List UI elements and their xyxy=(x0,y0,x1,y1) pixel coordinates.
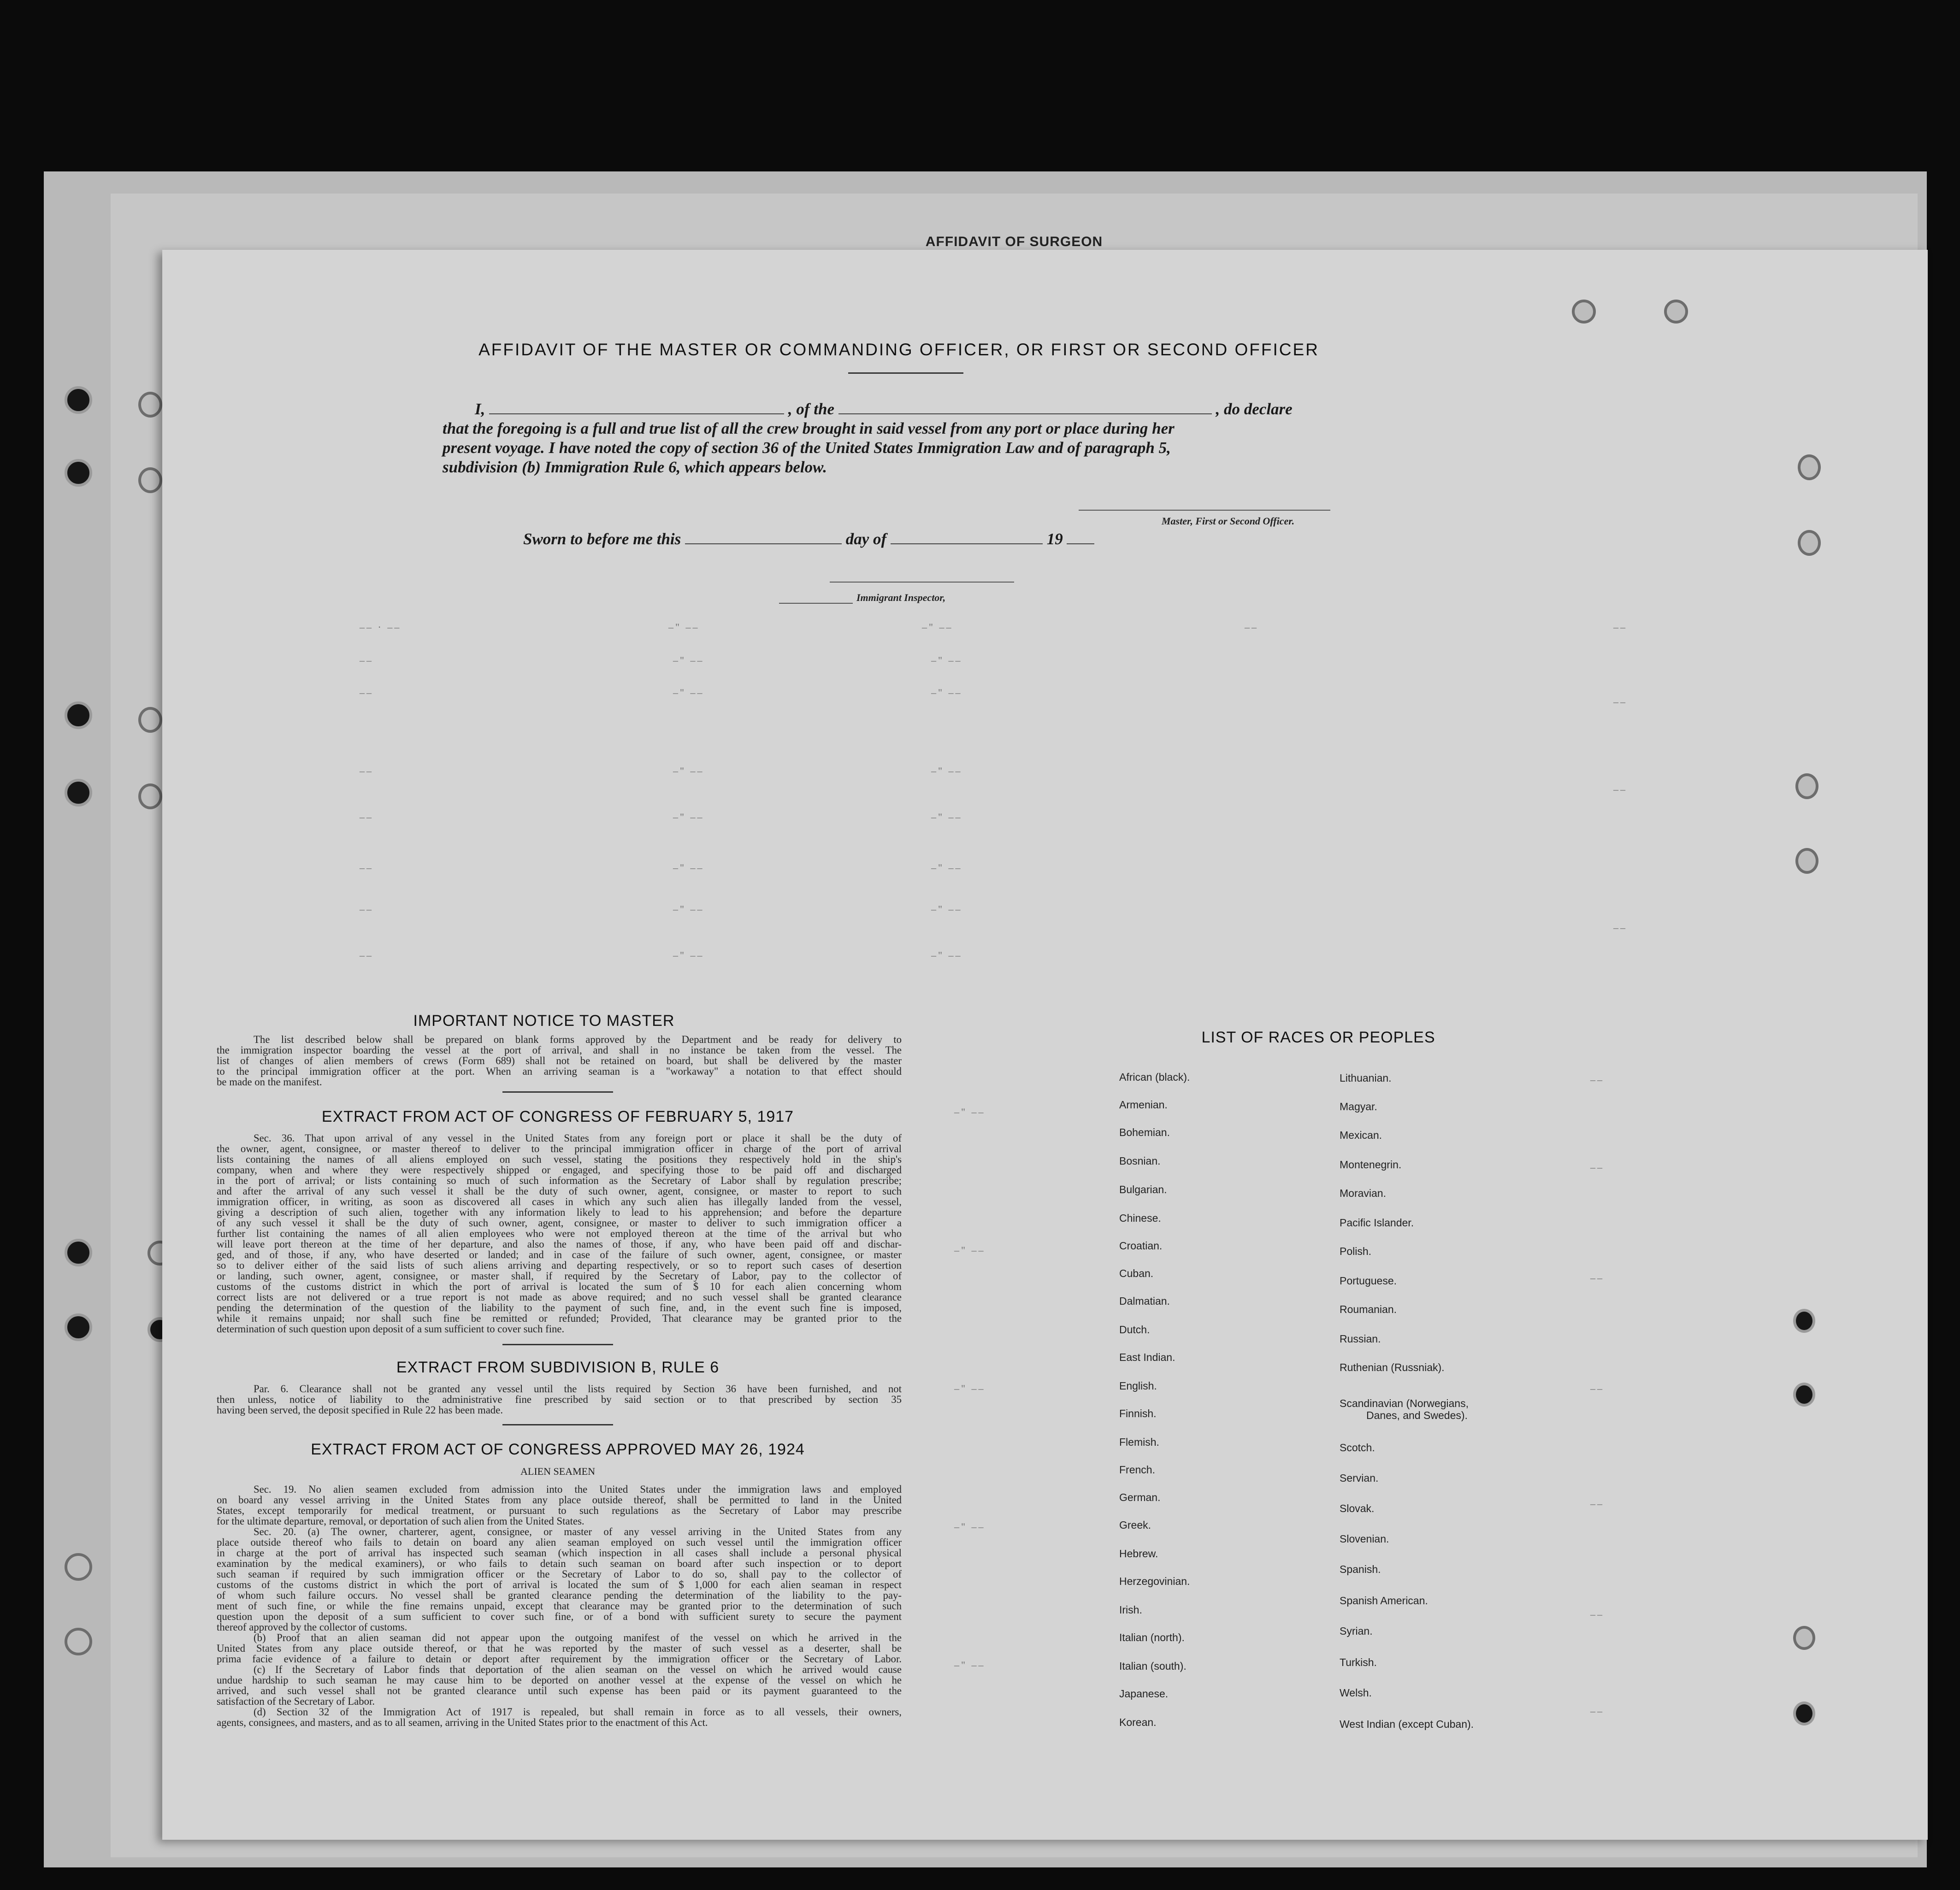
race-item: Japanese. xyxy=(1119,1688,1169,1700)
act-1924-line: ment of such fine, or while the fine remains unpaid, except that clearance may be granted prior to the determination of such xyxy=(217,1600,902,1612)
act-1924-line: prima facie evidence of a failure to detain or deport after requirement by the immigration officer or the Secretary of Labor. xyxy=(217,1653,902,1665)
race-item: Spanish American. xyxy=(1340,1595,1428,1607)
race-item: Russian. xyxy=(1340,1333,1381,1345)
race-item: Bosnian. xyxy=(1119,1155,1161,1167)
act-1924-line: (d) Section 32 of the Immigration Act of 1917 is repealed, but shall remain in force as to all vessels, their owners, xyxy=(254,1706,902,1718)
act-1924-line: such seaman if required by such immigration officer or the Secretary of Labor to do so, shall pay to the collector of xyxy=(217,1568,902,1580)
notice-line: the immigration inspector boarding the vessel at the port of arrival, and shall in no instance be taken from the vessel. The xyxy=(217,1044,902,1056)
act-1924-line: of whom such failure occurs. No vessel shall be granted clearance pending the determination of the liability to the pay- xyxy=(217,1590,902,1601)
notice-divider xyxy=(502,1091,613,1093)
race-item: English. xyxy=(1119,1380,1157,1392)
act-1924-line: place outside thereof who fails to detain on board any alien seaman employed on such vessel until the immigration officer xyxy=(217,1537,902,1548)
act-1924-line: (c) If the Secretary of Labor finds that deportation of the alien seaman on the vessel on which he arrived would cause xyxy=(254,1664,902,1675)
act-1917-line: and after the arrival of any such vessel it shall be the duty of such owner, agent, consignee, or master to report to such xyxy=(217,1185,902,1197)
rule-6-line: then unless, notice of liability to the administrative fine prescribed by said section or to that prescribed by section 35 xyxy=(217,1394,902,1405)
act-1917-line: customs of the customs district in which the port of arrival is located the sum of $ 10 for each alien concerning whom xyxy=(217,1281,902,1292)
faint-column-marks: –– · –– –" –– –" –– –– –– –" –– –" –– –– –" –– –" –– –– –" –– –" –– –– –" –– –" –– –– –" –– –" –– –– –" –– –" –– –– –" –– –" –– –– –– –– –– –– –– –– –– –– –– –– –" –– –" –– –" –– –" –– –" –– xyxy=(360,621,1627,1717)
race-item: Slovak. xyxy=(1340,1502,1375,1514)
race-item: Portuguese. xyxy=(1340,1275,1397,1287)
notice-paragraph xyxy=(217,1034,902,1087)
race-item: Italian (south). xyxy=(1119,1660,1187,1672)
act-1917-line: determination of such question upon deposit of a sum sufficient to cover such fine. xyxy=(217,1323,565,1335)
race-item: Herzegovinian. xyxy=(1119,1575,1190,1587)
race-item: Magyar. xyxy=(1340,1101,1377,1113)
race-item: German. xyxy=(1119,1491,1161,1503)
race-item: Scotch. xyxy=(1340,1442,1375,1454)
act-1917-line: company, when and where they were respectively shipped or engaged, and specifying those to be paid off and discharged xyxy=(217,1164,902,1176)
race-item: Hebrew. xyxy=(1119,1548,1158,1560)
sworn-year: 19 xyxy=(1046,530,1063,548)
act-1924-subtitle: ALIEN SEAMEN xyxy=(520,1466,595,1477)
act-1917-line: the owner, agent, consignee, or master thereof to deliver to the principal immigration officer in charge of the port of arrival xyxy=(217,1143,902,1154)
rule-6-divider xyxy=(502,1424,613,1425)
act-1917-line: giving a description of such alien, together with any information likely to lead to his apprehension; and before the departure xyxy=(217,1207,902,1218)
race-item: Flemish. xyxy=(1119,1436,1159,1448)
act-1924-line: in charge at the port of arrival has inspected such seaman (which inspection in all cases shall include a personal physical xyxy=(217,1547,902,1559)
act-1917-line: Sec. 36. That upon arrival of any vessel in the United States from any foreign port or place it shall be the duty of xyxy=(254,1132,902,1144)
races-left-column xyxy=(1119,1071,1304,1735)
declaration-of-the: , of the xyxy=(788,400,835,418)
race-item: Greek. xyxy=(1119,1519,1151,1531)
race-item: French. xyxy=(1119,1464,1155,1476)
act-1917-line: lists containing the names of all aliens employed on such vessel, stating the positions they respectively hold in the ship's xyxy=(217,1154,902,1165)
notice-line: be made on the manifest. xyxy=(217,1076,322,1088)
act-1924-line: on board any vessel arriving in the United States from any place outside thereof, shall be permitted to land in the United xyxy=(217,1494,902,1506)
act-1924-line: agents, consignees, and masters, and as to all seamen, arriving in the United States prior to the enactment of this Act. xyxy=(217,1717,708,1728)
races-title: LIST OF RACES OR PEOPLES xyxy=(1201,1029,1435,1046)
notice-line: The list described below shall be prepared on blank forms approved by the Department and be ready for delivery to xyxy=(254,1034,902,1045)
act-1924-line: question upon the deposit of a sum sufficient to cover such fine, or of a bond with sufficient surety to secure the payment xyxy=(217,1611,902,1622)
act-1924-line: undue hardship to such seaman he may cause him to be deported on another vessel at the expense of the vessel on which he xyxy=(217,1674,902,1686)
race-item: Montenegrin. xyxy=(1340,1159,1402,1171)
declaration-end: , do declare xyxy=(1216,400,1293,418)
act-1917-line: or landing, such owner, agent, consignee, or master shall, if required by the Secretary of Labor, pay to the collector of xyxy=(217,1270,902,1282)
race-item: Scandinavian (Norwegians, xyxy=(1340,1397,1469,1409)
affidavit-title: AFFIDAVIT OF THE MASTER OR COMMANDING OFFICER, OR FIRST OR SECOND OFFICER xyxy=(478,340,1319,359)
declaration-line-2: that the foregoing is a full and true list of all the crew brought in said vessel from any port or place during her xyxy=(443,419,1175,437)
race-item: Polish. xyxy=(1340,1245,1372,1257)
race-item: Roumanian. xyxy=(1340,1303,1397,1315)
act-1924-line: (b) Proof that an alien seaman did not appear upon the outgoing manifest of the vessel on which he arrived in the xyxy=(254,1632,902,1643)
race-item: Cuban. xyxy=(1119,1267,1154,1279)
race-item: Mexican. xyxy=(1340,1129,1382,1141)
act-1917-line: pending the determination of the question of the liability to the payment of such fine, and, in the event such fine is imposed, xyxy=(217,1302,902,1313)
race-item: Lithuanian. xyxy=(1340,1072,1392,1084)
officer-caption: Master, First or Second Officer. xyxy=(1162,515,1295,527)
act-1924-line: thereof approved by the collector of customs. xyxy=(217,1621,407,1633)
act-1917-line: will leave port thereon at the time of her departure, and also the names of those, if any, who have been paid off and dischar- xyxy=(217,1238,902,1250)
sworn-text: Sworn to before me this xyxy=(523,530,681,548)
act-1924-line: Sec. 19. No alien seamen excluded from admission into the United States under the immigration laws and employed xyxy=(254,1484,902,1495)
act-1924-line: for the ultimate departure, removal, or deportation of such alien from the United States. xyxy=(217,1515,584,1527)
race-item: Turkish. xyxy=(1340,1656,1377,1668)
race-item: Ruthenian (Russniak). xyxy=(1340,1361,1445,1373)
act-1917-line: correct lists are not delivered or a true report is not made as above required; and no such vessel shall be granted clearance xyxy=(217,1291,902,1303)
act-1924-title: EXTRACT FROM ACT OF CONGRESS APPROVED MAY 26, 1924 xyxy=(311,1441,805,1458)
act-1917-line: while it remains unpaid; nor shall such fine be remitted or refunded; Provided, That clearance may be granted prior to the xyxy=(217,1313,902,1324)
declaration-line-3: present voyage. I have noted the copy of section 36 of the United States Immigration Law and of paragraph 5, xyxy=(443,439,1171,457)
race-item: Italian (north). xyxy=(1119,1631,1185,1643)
race-item: Dalmatian. xyxy=(1119,1295,1170,1307)
race-item: Bohemian. xyxy=(1119,1126,1170,1138)
declaration-line-4: subdivision (b) Immigration Rule 6, which appears below. xyxy=(443,458,827,476)
race-item: Bulgarian. xyxy=(1119,1183,1167,1195)
act-1917-line: of any such vessel it shall be the duty of such owner, agent, consignee, or master to deliver to such immigration officer a xyxy=(217,1217,902,1229)
act-1917-text xyxy=(217,1133,902,1334)
rule-6-line: Par. 6. Clearance shall not be granted any vessel until the lists required by Section 36 have been furnished, and not xyxy=(254,1383,902,1395)
act-1924-line: satisfaction of the Secretary of Labor. xyxy=(217,1696,375,1707)
race-item: East Indian. xyxy=(1119,1351,1175,1363)
race-item: Syrian. xyxy=(1340,1625,1373,1637)
race-item: Chinese. xyxy=(1119,1212,1161,1224)
act-1917-line: immigration officer, in writing, as soon as discovered all cases in which any such alien has illegally landed from the vessel, xyxy=(217,1196,902,1207)
notice-title: IMPORTANT NOTICE TO MASTER xyxy=(413,1012,675,1030)
act-1917-line: ged, and of those, if any, who have deserted or landed; and in case of the failure of such owner, agent, consignee, or master xyxy=(217,1249,902,1260)
act-1917-line: so to deliver either of the said lists of such aliens arriving and departing respectively, or so to report such cases of desertion xyxy=(217,1260,902,1271)
inspector-caption: Immigrant Inspector, xyxy=(856,592,946,603)
race-item: Armenian. xyxy=(1119,1099,1168,1111)
rule-6-line: having been served, the deposit specified in Rule 22 has been made. xyxy=(217,1404,503,1416)
race-item: Pacific Islander. xyxy=(1340,1217,1414,1229)
race-item: Servian. xyxy=(1340,1472,1379,1484)
act-1924-line: United States from any place outside thereof, or that he was reported by the master of such vessel as a deserter, shall be xyxy=(217,1643,902,1654)
race-item: Danes, and Swedes). xyxy=(1366,1409,1468,1421)
race-item: Irish. xyxy=(1119,1604,1142,1616)
act-1924-line: Sec. 20. (a) The owner, charterer, agent, consignee, or master of any vessel arriving in the United States from any xyxy=(254,1526,902,1537)
races-right-column xyxy=(1340,1072,1570,1736)
race-item: Spanish. xyxy=(1340,1563,1381,1575)
race-item: African (black). xyxy=(1119,1071,1190,1083)
surgeon-header: AFFIDAVIT OF SURGEON xyxy=(925,234,1103,249)
act-1924-line: States, except temporarily for medical treatment, or pursuant to such regulations as the Secretary of Labor may prescribe xyxy=(217,1505,902,1516)
sworn-day-of: day of xyxy=(845,530,887,548)
race-item: Welsh. xyxy=(1340,1687,1372,1699)
act-1924-line: arrived, and such vessel shall not be granted clearance until such expense has been paid or its payment guaranteed to the xyxy=(217,1685,902,1696)
race-item: Moravian. xyxy=(1340,1187,1386,1199)
act-1917-title: EXTRACT FROM ACT OF CONGRESS OF FEBRUARY 5, 1917 xyxy=(321,1108,794,1125)
act-1917-line: further list containing the names of all alien employees who were not employed thereon at the time of the arrival but who xyxy=(217,1228,902,1239)
notice-line: to the principal immigration officer at the port. When an arriving seaman is a "workaway" a notation to that effect should xyxy=(217,1066,902,1077)
race-item: Croatian. xyxy=(1119,1240,1163,1252)
race-item: Finnish. xyxy=(1119,1407,1157,1419)
race-item: West Indian (except Cuban). xyxy=(1340,1718,1474,1730)
rule-6-title: EXTRACT FROM SUBDIVISION B, RULE 6 xyxy=(396,1359,720,1376)
act-1924-line: customs of the customs district in which the port of arrival is located the sum of $ 1,000 for each alien seaman in respect xyxy=(217,1579,902,1590)
race-item: Slovenian. xyxy=(1340,1533,1389,1545)
act-1924-text xyxy=(217,1484,902,1728)
act-1917-line: in the port of arrival; or lists containing so much of such information as the Secretary of Labor shall by regulation prescribe; xyxy=(217,1175,902,1186)
notice-line: list of changes of alien members of crews (Form 689) shall not be retained on board, but shall be delivered by the master xyxy=(217,1055,902,1066)
act-1917-divider xyxy=(502,1344,613,1345)
race-item: Dutch. xyxy=(1119,1324,1150,1336)
race-item: Korean. xyxy=(1119,1716,1157,1728)
rule-6-text xyxy=(217,1384,902,1415)
act-1924-line: examination by the medical examiners), or who fails to detain such seaman on board after such inspection or to deport xyxy=(217,1558,902,1569)
declaration-i: I, xyxy=(475,400,485,418)
